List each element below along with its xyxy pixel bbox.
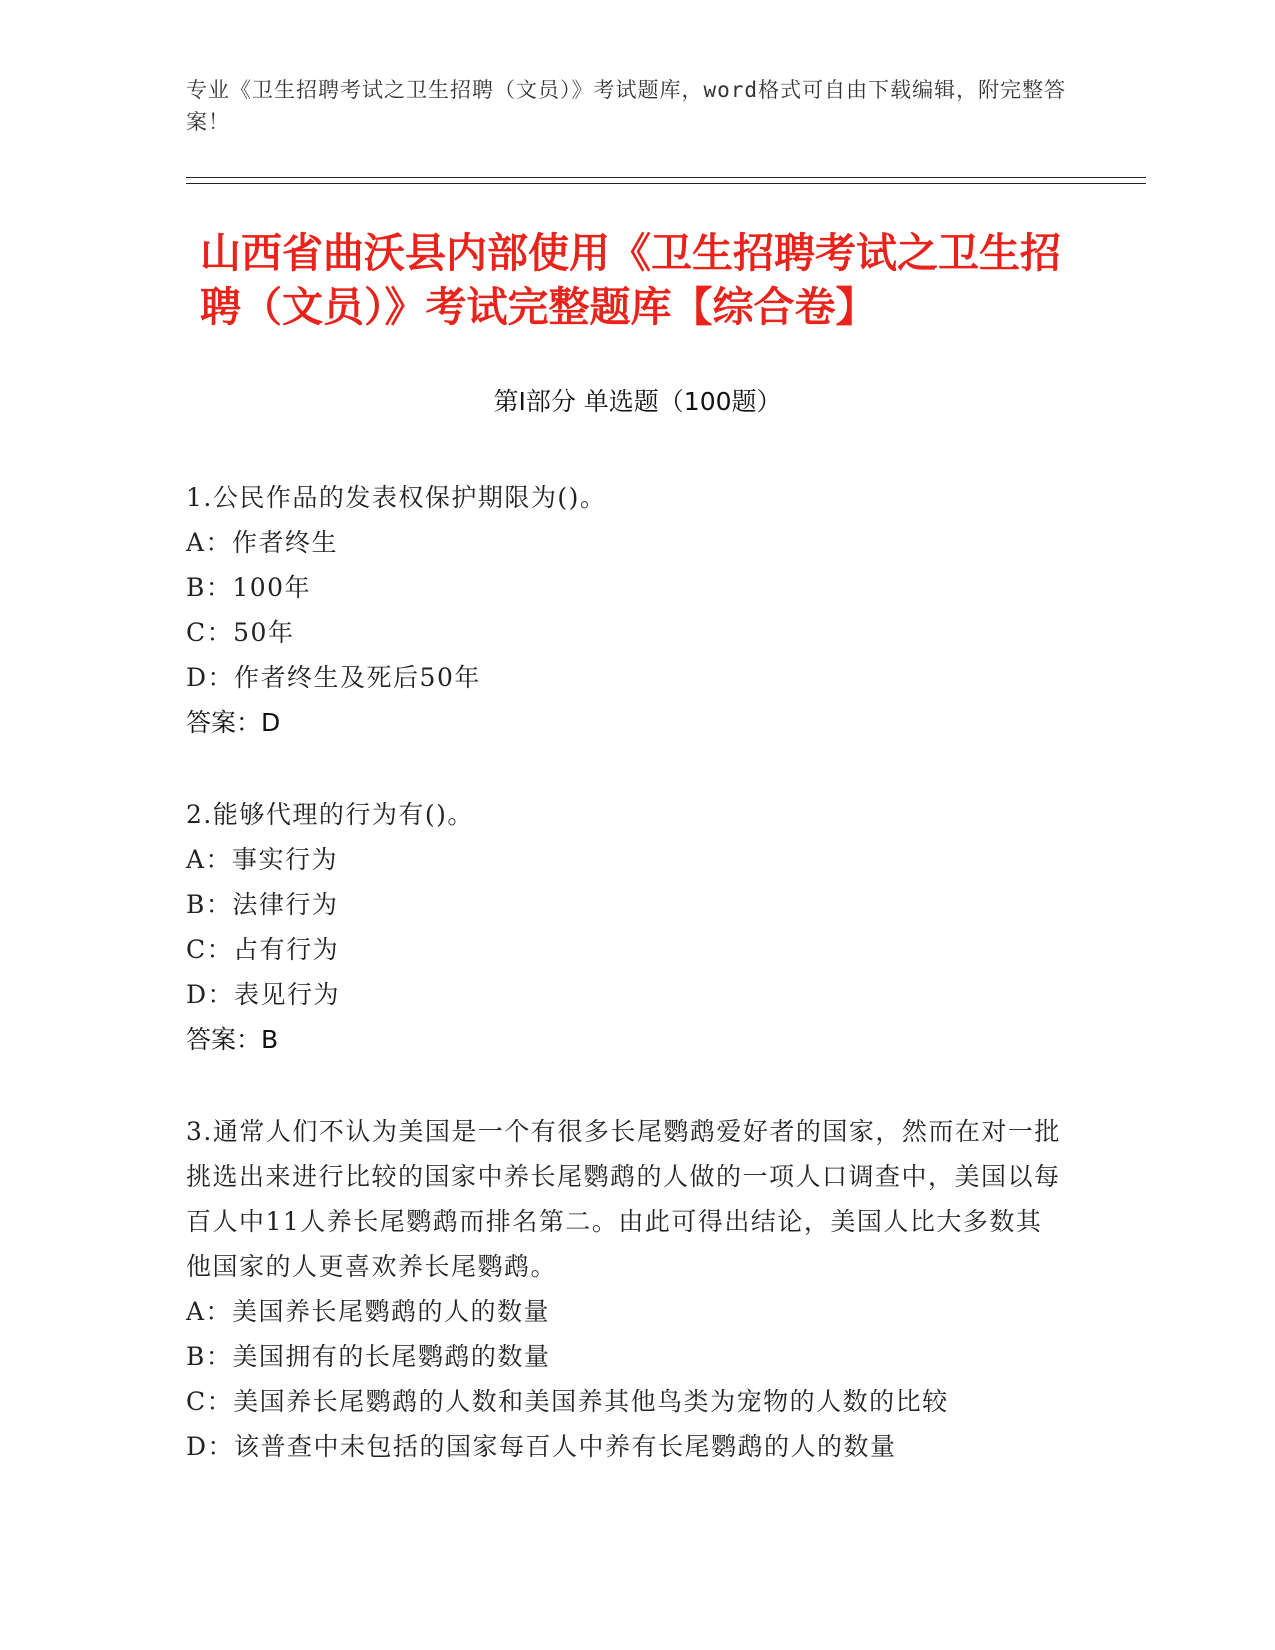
option-b: B：美国拥有的长尾鹦鹉的数量 [186, 1342, 551, 1371]
option-a: A：美国养长尾鹦鹉的人的数量 [186, 1297, 551, 1326]
header-divider-top [186, 177, 1146, 178]
question-3 [186, 1109, 1066, 1469]
document-title: 山西省曲沃县内部使用《卫生招聘考试之卫生招聘（文员）》考试完整题库【综合卷】 [200, 229, 1061, 331]
header-divider-bottom [186, 183, 1146, 184]
option-c: C：美国养长尾鹦鹉的人数和美国养其他鸟类为宠物的人数的比较 [186, 1387, 949, 1416]
question-list [186, 475, 1066, 1516]
answer-text: 答案：B [186, 1025, 279, 1054]
option-d: D：该普查中未包括的国家每百人中养有长尾鹦鹉的人的数量 [186, 1432, 897, 1461]
option-b: B：法律行为 [186, 890, 339, 919]
answer-text: 答案：D [186, 708, 281, 737]
option-d: D：作者终生及死后50年 [186, 663, 481, 692]
option-b: B：100年 [186, 573, 312, 602]
question-stem: 3.通常人们不认为美国是一个有很多长尾鹦鹉爱好者的国家，然而在对一批挑选出来进行比较的国家中养长尾鹦鹉的人做的一项人口调查中，美国以每百人中11人养长尾鹦鹉而排名第二。由此可得出结论，美国人比大多数其他国家的人更喜欢养长尾鹦鹉。 [186, 1117, 1061, 1281]
option-a: A：作者终生 [186, 528, 339, 557]
option-c: C：50年 [186, 618, 295, 647]
option-c: C：占有行为 [186, 935, 340, 964]
header-note: 专业《卫生招聘考试之卫生招聘（文员）》考试题库，word格式可自由下载编辑，附完整答案！ [186, 78, 1067, 134]
option-d: D：表见行为 [186, 980, 341, 1009]
question-1 [186, 475, 1066, 745]
question-2 [186, 792, 1066, 1062]
question-stem: 1.公民作品的发表权保护期限为()。 [186, 483, 607, 512]
section-heading: 第Ⅰ部分 单选题（100题） [493, 387, 782, 416]
option-a: A：事实行为 [186, 845, 339, 874]
question-stem: 2.能够代理的行为有()。 [186, 800, 474, 829]
